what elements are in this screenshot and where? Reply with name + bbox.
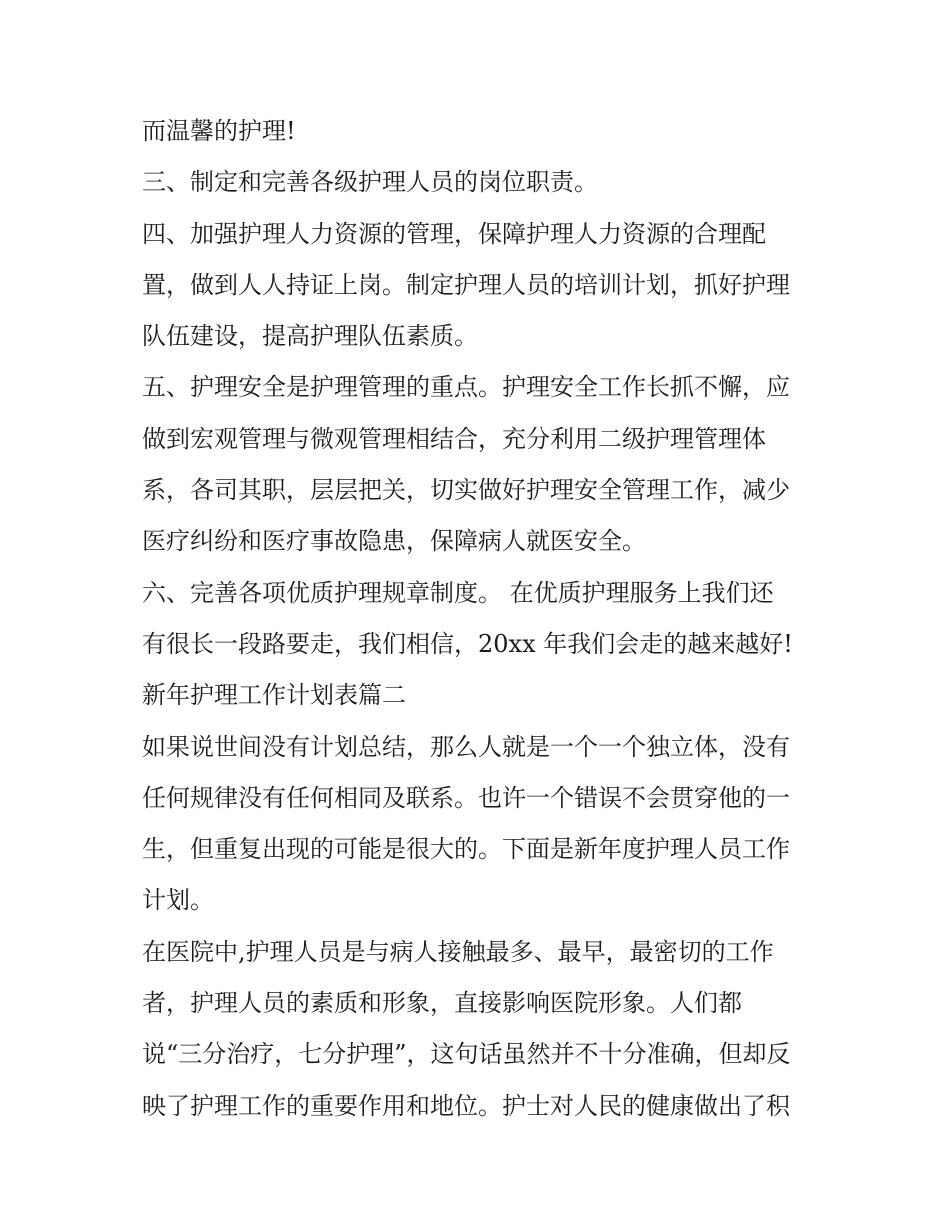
text-line: 任何规律没有任何相同及联系。也许一个错误不会贯穿他的一 [142, 783, 790, 812]
section-heading: 新年护理工作计划表篇二 [142, 681, 406, 710]
text-line: 三、制定和完善各级护理人员的岗位职责。 [142, 168, 598, 197]
text-line: 生，但重复出现的可能是很大的。下面是新年度护理人员工作 [142, 835, 790, 864]
text-line: 医疗纠纷和医疗事故隐患，保障病人就医安全。 [142, 527, 646, 556]
text-line: 有很长一段路要走，我们相信，20xx 年我们会走的越来越好! [142, 629, 793, 658]
text-line: 五、护理安全是护理管理的重点。护理安全工作长抓不懈，应 [142, 373, 790, 402]
text-line: 置，做到人人持证上岗。制定护理人员的培训计划，抓好护理 [142, 270, 790, 299]
document-body [142, 106, 822, 1132]
text-line: 如果说世间没有计划总结，那么人就是一个一个独立体，没有 [142, 732, 790, 761]
text-line: 而温馨的护理! [142, 117, 296, 145]
text-line: 系，各司其职，层层把关，切实做好护理安全管理工作，减少 [142, 476, 790, 505]
text-line: 说“三分治疗，七分护理”，这句话虽然并不十分准确，但却反 [142, 1040, 791, 1069]
text-line: 映了护理工作的重要作用和地位。护士对人民的健康做出了积 [142, 1091, 790, 1120]
text-line: 计划。 [142, 886, 214, 915]
text-line: 六、完善各项优质护理规章制度。 在优质护理服务上我们还 [142, 578, 774, 607]
text-line: 者，护理人员的素质和形象，直接影响医院形象。人们都 [142, 989, 742, 1018]
text-line: 在医院中,护理人员是与病人接触最多、最早，最密切的工作 [142, 937, 774, 966]
text-line: 做到宏观管理与微观管理相结合，充分利用二级护理管理体 [142, 424, 766, 453]
text-line: 队伍建设，提高护理队伍素质。 [142, 322, 478, 351]
text-line: 四、加强护理人力资源的管理，保障护理人力资源的合理配 [142, 219, 766, 248]
